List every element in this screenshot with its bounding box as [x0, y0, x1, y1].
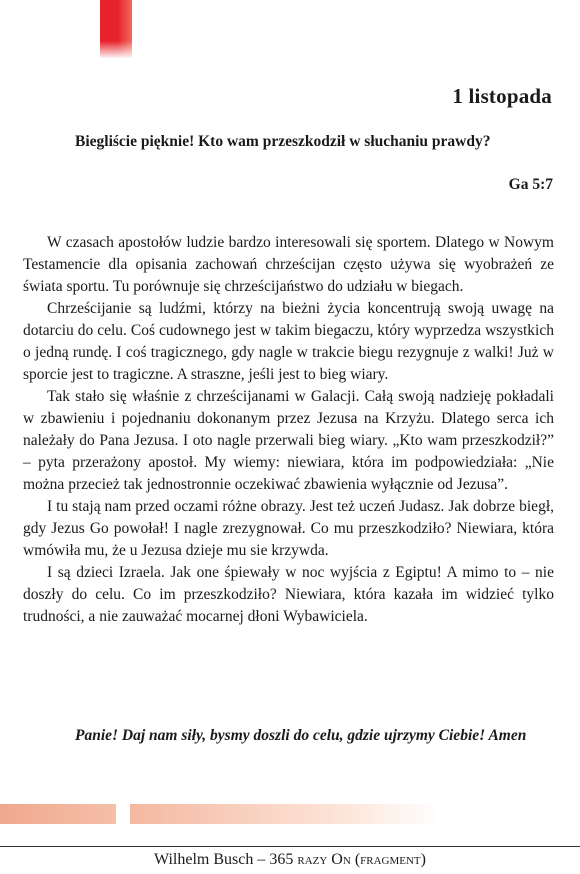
- paragraph: I są dzieci Izraela. Jak one śpiewały w noc wyjścia z Egiptu! A mimo to – nie doszły do celu. Co im przeszkodziło? Niewiara, która kazała im widzieć tylko trudności, a nie zauważać mocarnej dłoni Wybawiciela.: [23, 564, 554, 625]
- paragraph: I tu stają nam przed oczami różne obrazy. Jest też uczeń Judasz. Jak dobrze biegł, gdy Jezus Go powołał! I nagle zrezygnował. Co mu przeszkodziło? Niewiara, która wmówiła mu, że u Jezusa dzieje mu sie krzywda.: [23, 498, 554, 559]
- footer-band-right: [130, 804, 440, 824]
- footer-credit: [0, 851, 580, 869]
- footer-title-number: 365: [269, 851, 298, 868]
- devotion-body: [23, 232, 554, 628]
- verse-text: Biegliście pięknie! Kto wam przeszkodził w słuchaniu prawdy?: [75, 133, 491, 150]
- page-date: 1 listopada: [452, 84, 552, 108]
- paragraph: Tak stało się właśnie z chrześcijanami w Galacji. Całą swoją nadzieję pokładali w zbawieniu i pojednaniu dokonanym przez Jezusa na Krzyżu. Dlatego serca ich należały do Pana Jezusa. I oto nagle przerwali bieg wiary. „Kto wam przeszkodził?” – pyta przerażony apostoł. My wiemy: niewiara, która im podpowiedziała: „Nie można przecież tak jednostronnie oczekiwać zbawienia wyłącznie od Jezusa”.: [23, 388, 554, 493]
- closing-prayer: Panie! Daj nam siły, bysmy doszli do celu, gdzie ujrzymy Ciebie! Amen: [75, 727, 527, 744]
- footer-title-suffix: (fragment): [350, 851, 426, 868]
- paragraph: W czasach apostołów ludzie bardzo interesowali się sportem. Dlatego w Nowym Testamencie dla opisania zachowań chrześcijan często używa się wyobrażeń ze świata sportu. Tu porównuje się chrześcijaństwo do udziału w biegach.: [23, 234, 554, 295]
- footer-band-left: [0, 804, 116, 824]
- footer-author: Wilhelm Busch: [154, 851, 254, 868]
- bookmark-ribbon: [100, 0, 132, 58]
- footer-title: razy On: [297, 851, 351, 868]
- verse-reference: Ga 5:7: [508, 176, 553, 193]
- footer-divider: [0, 846, 580, 847]
- footer-separator: –: [253, 851, 270, 868]
- paragraph: Chrześcijanie są ludźmi, którzy na bieżni życia koncentrują swoją uwagę na dotarciu do celu. Coś cudownego jest w takim biegaczu, który wyprzedza wszystkich o jedną rundę. I coś tragicznego, gdy nagle w trakcie biegu rezygnuje z walki! Już w sporcie jest to tragiczne. A straszne, jeśli jest to bieg wiary.: [23, 300, 554, 383]
